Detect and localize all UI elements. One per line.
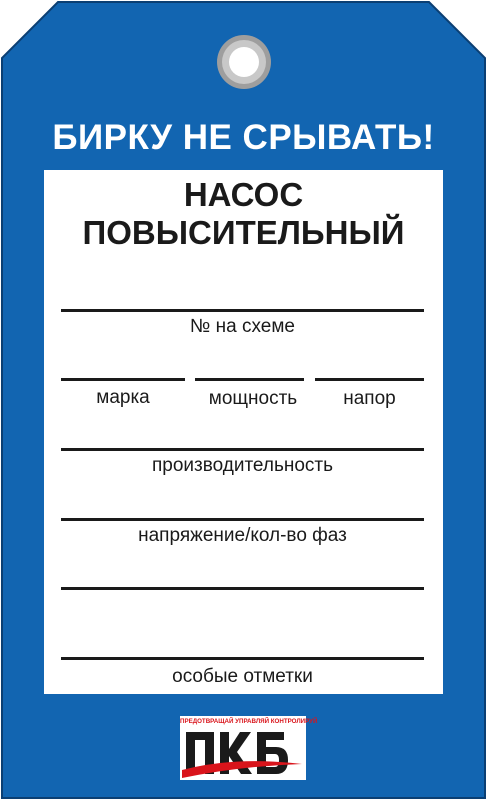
power-label: мощность	[208, 388, 298, 409]
head-line[interactable]	[315, 378, 424, 381]
notes-line-1[interactable]	[61, 587, 424, 590]
brand-line[interactable]	[61, 378, 185, 381]
title-line-2: ПОВЫСИТЕЛЬНЫЙ	[82, 214, 405, 251]
do-not-remove-heading: БИРКУ НЕ СРЫВАТЬ!	[52, 118, 435, 157]
scheme-number-label: № на схеме	[190, 316, 295, 337]
title-line-1: НАСОС	[183, 176, 304, 213]
scheme-number-line[interactable]	[61, 309, 424, 312]
voltage-line[interactable]	[61, 518, 424, 521]
notes-line-2[interactable]	[61, 657, 424, 660]
head-label: напор	[343, 388, 396, 409]
capacity-line[interactable]	[61, 448, 424, 451]
special-notes-label: особые отметки	[172, 666, 313, 687]
eyelet-icon	[217, 35, 271, 89]
capacity-label: производительность	[151, 455, 334, 476]
pkb-logo	[180, 716, 318, 780]
brand-label: марка	[96, 387, 150, 408]
power-line[interactable]	[195, 378, 304, 381]
pkb-wordmark-icon	[180, 726, 306, 780]
logo-slogan: ПРЕДОТВРАЩАЙ УПРАВЛЯЙ КОНТРОЛИРУЙ	[180, 718, 318, 725]
voltage-phases-label: напряжение/кол-во фаз	[138, 525, 347, 546]
